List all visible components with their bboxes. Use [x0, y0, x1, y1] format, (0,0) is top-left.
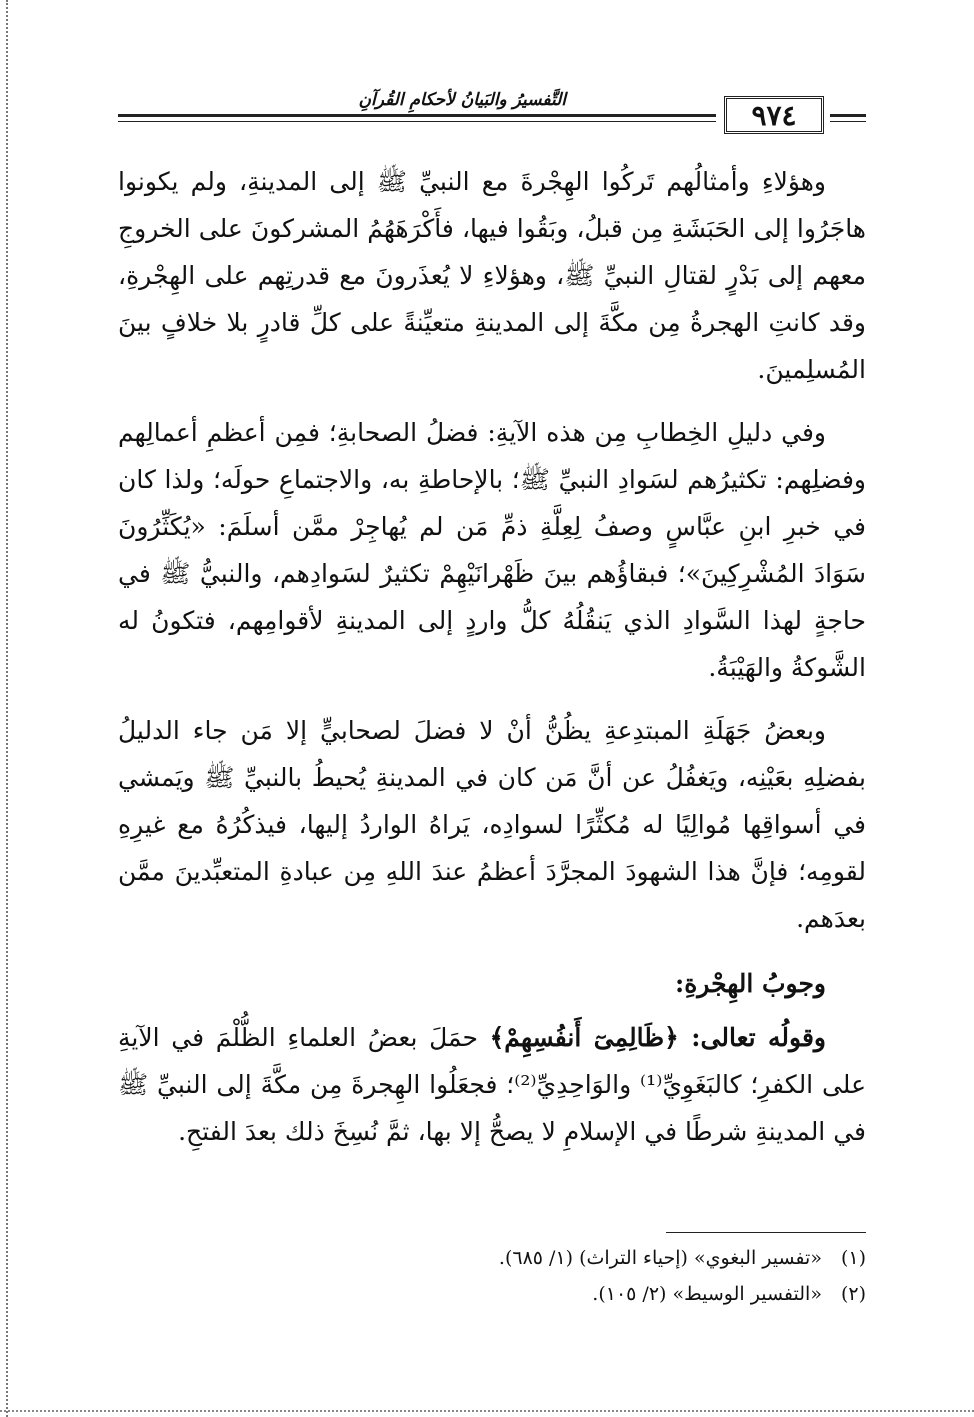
- paragraph-text: حمَلَ بعضُ العلماءِ الظُّلْمَ في الآيةِ على الكفرِ؛ كالبَغَوِيِّ⁽¹⁾ والوَاحِدِيِّ⁽²⁾؛ فجعَلُوا الهِجرةَ مِن مكَّةَ إلى النبيِّ ﷺ في المدينةِ شرطًا في الإسلامِ لا يصحُّ إلا بها، ثمَّ نُسِخَ ذلك بعدَ الفتحِ.: [118, 1023, 866, 1146]
- header-rule: [118, 121, 716, 122]
- body-text: [118, 158, 866, 1171]
- footnote: [118, 1240, 866, 1276]
- footnote-divider: [666, 1232, 866, 1233]
- footnote: [118, 1276, 866, 1312]
- header-rule: [830, 114, 866, 117]
- verse-lead: وقولُه تعالى: ﴿ظَالِمِىٓ أَنفُسِهِمْ﴾: [489, 1023, 826, 1052]
- footnote-number: (١): [840, 1247, 866, 1269]
- footnote-number: (٢): [840, 1283, 866, 1305]
- section-heading: وجوبُ الهِجْرةِ:: [674, 969, 826, 998]
- header-rule: [118, 114, 716, 117]
- paragraph: وفي دليلِ الخِطابِ مِن هذه الآيةِ: فضلُ الصحابةِ؛ فمِن أعظمِ أعمالِهم وفضلِهم: تكثيرُهم لسَوادِ النبيِّ ﷺ؛ بالإحاطةِ به، والاجتماعِ حولَه؛ ولذا كان في خبرِ ابنِ عبَّاسٍ وصفُ لِعِلَّةِ ذمِّ مَن لم يُهاجِرْ ممَّن أسلَمَ: «يُكَثِّرُونَ سَوَادَ المُشْرِكِينَ»؛ فبقاؤُهم بينَ ظَهْرانَيْهِمْ تكثيرٌ لسَوادِهم، والنبيُّ ﷺ في حاجةٍ لهذا السَّوادِ الذي يَنقُلُهُ كلُّ واردٍ إلى المدينةِ لأقوامِهم، فتكونُ له الشَّوكةُ والهَيْبَةُ.: [118, 418, 866, 682]
- footnote-text: «تفسير البغوي» (إحياء التراث) (١/ ٦٨٥).: [498, 1247, 822, 1269]
- binding-edge: [6, 0, 8, 1417]
- paragraph: [118, 1014, 866, 1155]
- paragraph: وهؤلاءِ وأمثالُهم تَركُوا الهِجْرةَ مع النبيِّ ﷺ إلى المدينةِ، ولم يكونوا هاجَرُوا إلى الحَبَشَةِ مِن قبلُ، وبَقُوا فيها، فأَكْرَهَهُمُ المشركونَ على الخروجِ معهم إلى بَدْرٍ لقتالِ النبيِّ ﷺ، وهؤلاءِ لا يُعذَرونَ مع قدرتِهم على الهِجْرةِ، وقد كانتِ الهجرةُ مِن مكَّةَ إلى المدينةِ متعيِّنةً على كلِّ قادرٍ بلا خلافٍ بينَ المُسلِمينَ.: [118, 167, 866, 384]
- header-rule: [830, 121, 866, 122]
- footnote-text: «التفسير الوسيط» (٢/ ١٠٥).: [592, 1283, 822, 1305]
- bottom-edge: [0, 1410, 974, 1412]
- book-title: التَّفسيرُ والبَيانُ لأحكامِ القُرآنِ: [358, 90, 566, 110]
- page-number: ٩٧٤: [724, 96, 824, 134]
- paragraph: وبعضُ جَهَلَةِ المبتدِعةِ يظُنُّ أنْ لا فضلَ لصحابيٍّ إلا مَن جاء الدليلُ بفضلِهِ بعَيْنِه، ويَغفُلُ عن أنَّ مَن كان في المدينةِ يُحيطُ بالنبيِّ ﷺ ويَمشي في أسواقِها مُوالِيًا له مُكثِّرًا لسوادِه، يَراهُ الواردُ إليها، فيذكُرُهُ مع غيرِهِ لقومِه؛ فإنَّ هذا الشهودَ المجرَّدَ أعظمُ عندَ اللهِ مِن عبادةِ المتعبِّدينَ ممَّن بعدَهم.: [118, 716, 866, 933]
- page-header: [118, 88, 866, 140]
- footnotes: [118, 1240, 866, 1312]
